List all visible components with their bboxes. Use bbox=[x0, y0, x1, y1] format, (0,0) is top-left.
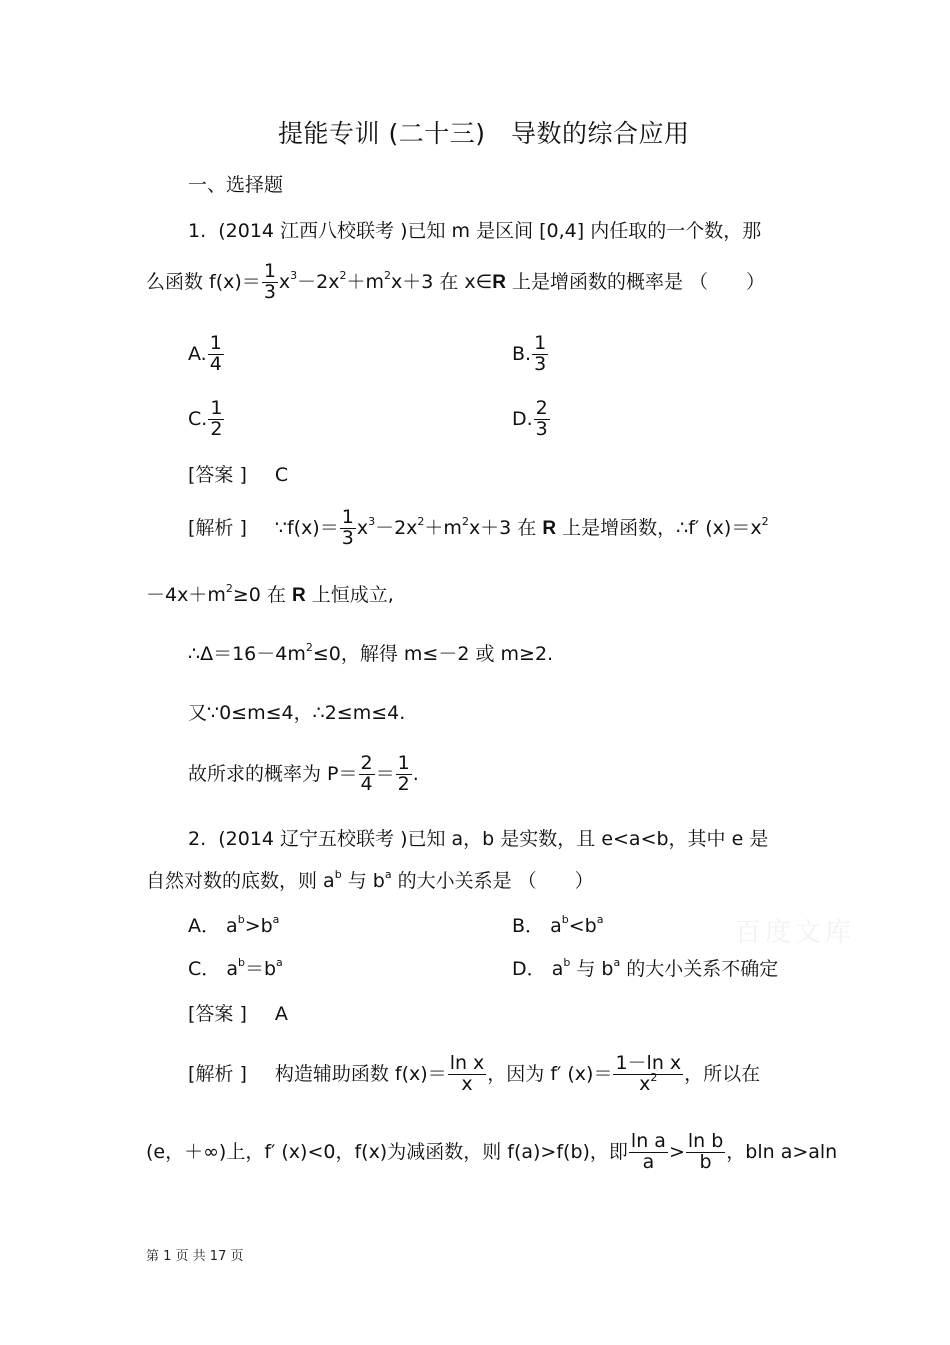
q1-option-b: B. $\frac{1}{3}$ bbox=[512, 332, 547, 375]
q2-option-c: C． $a^b=b^a$ bbox=[188, 956, 283, 980]
q1-number: 1. bbox=[188, 220, 207, 242]
q2-number: 2. bbox=[188, 828, 207, 850]
answer-label: [答案 ] bbox=[188, 1003, 247, 1025]
answer-value: A bbox=[274, 1003, 288, 1025]
q2-source: (2014 辽宁五校联考 ) bbox=[218, 828, 408, 850]
q2-option-a: A． $a^b>b^a$ bbox=[188, 913, 280, 937]
analysis-label: [解析 ] bbox=[188, 516, 247, 539]
page-title: 提能专训 (二十三) 导数的综合应用 bbox=[278, 119, 690, 148]
q1-analysis-line2: $-4x+m^2\ge 0$ 在 R 上恒成立, bbox=[146, 582, 394, 606]
watermark: 百度文库 bbox=[735, 918, 856, 948]
q1-analysis-line1: [解析 ] ∵f(x)＝ $\frac{1}{3}$ $x^3-2x^2+m^2x+3$ 在 R 上是增函数，∴f′ $(x)=x^2$ bbox=[188, 506, 769, 549]
q1-analysis-line3: $\therefore\Delta=16-4m^2\le 0$，解得 m≤－2 或 m≥2. bbox=[188, 641, 554, 665]
q1-stem-prefix: 么函数 f(x)＝ bbox=[146, 270, 261, 293]
analysis-label: [解析 ] bbox=[188, 1062, 247, 1085]
page-footer: 第 1 页 共 17 页 bbox=[146, 1249, 244, 1264]
q1-option-d: D. $\frac{2}{3}$ bbox=[512, 397, 548, 440]
q2-option-d: D． $a^b$ 与 $b^a$ 的大小关系不确定 bbox=[512, 956, 779, 980]
q2-analysis-line1: [解析 ] 构造辅助函数 f(x)＝ $\frac{\text{ln x}}{x}$ ，因为 f′ (x)＝ $\frac{\text{1－ln x}}{x^2}$ ，所以在 bbox=[188, 1052, 761, 1095]
q1-stem-text1: 已知 m 是区间 [0,4] 内任取的一个数，那 bbox=[407, 220, 762, 242]
answer-value: C bbox=[274, 464, 289, 486]
q2-answer bbox=[188, 1005, 288, 1024]
q2-option-b: B． $a^b<b^a$ bbox=[512, 913, 604, 937]
q2-analysis-line2: (e，＋∞)上，f′ (x)<0，f(x)为减函数，则 f(a)>f(b)，即 $\frac{\text{ln a}}{a}$ > $\frac{\text{ln b}}{b}$ ，bln a>aln bbox=[146, 1130, 838, 1173]
section-heading: 一、选择题 bbox=[188, 174, 284, 196]
q2-stem-line2: 自然对数的底数，则 $a^b$ 与 $b^a$ 的大小关系是 （ ） bbox=[146, 868, 594, 892]
answer-label: [答案 ] bbox=[188, 464, 247, 486]
q1-answer bbox=[188, 466, 288, 485]
q2-stem-line1: 2. (2014 辽宁五校联考 )已知 a，b 是实数，且 e<a<b，其中 e 是 bbox=[188, 828, 769, 850]
q1-analysis-line4: 又∵0≤m≤4，∴2≤m≤4. bbox=[188, 702, 406, 724]
q1-analysis-line5: 故所求的概率为 P＝ $\frac{2}{4}$ ＝ $\frac{1}{2}$ . bbox=[188, 752, 419, 795]
q1-option-a: A. $\frac{1}{4}$ bbox=[188, 332, 222, 375]
q1-option-c: C. $\frac{1}{2}$ bbox=[188, 397, 223, 440]
q1-stem-line1 bbox=[188, 222, 761, 241]
q1-stem-line2: 么函数 f(x)＝ $\frac{1}{3}$ $x^3-2x^2+m^2x+3$ 在 x∈R 上是增函数的概率是 （ ） bbox=[146, 260, 766, 303]
q1-fraction-one-third: $\frac{1}{3}$ bbox=[263, 260, 276, 303]
q1-source: (2014 江西八校联考 ) bbox=[218, 220, 408, 242]
